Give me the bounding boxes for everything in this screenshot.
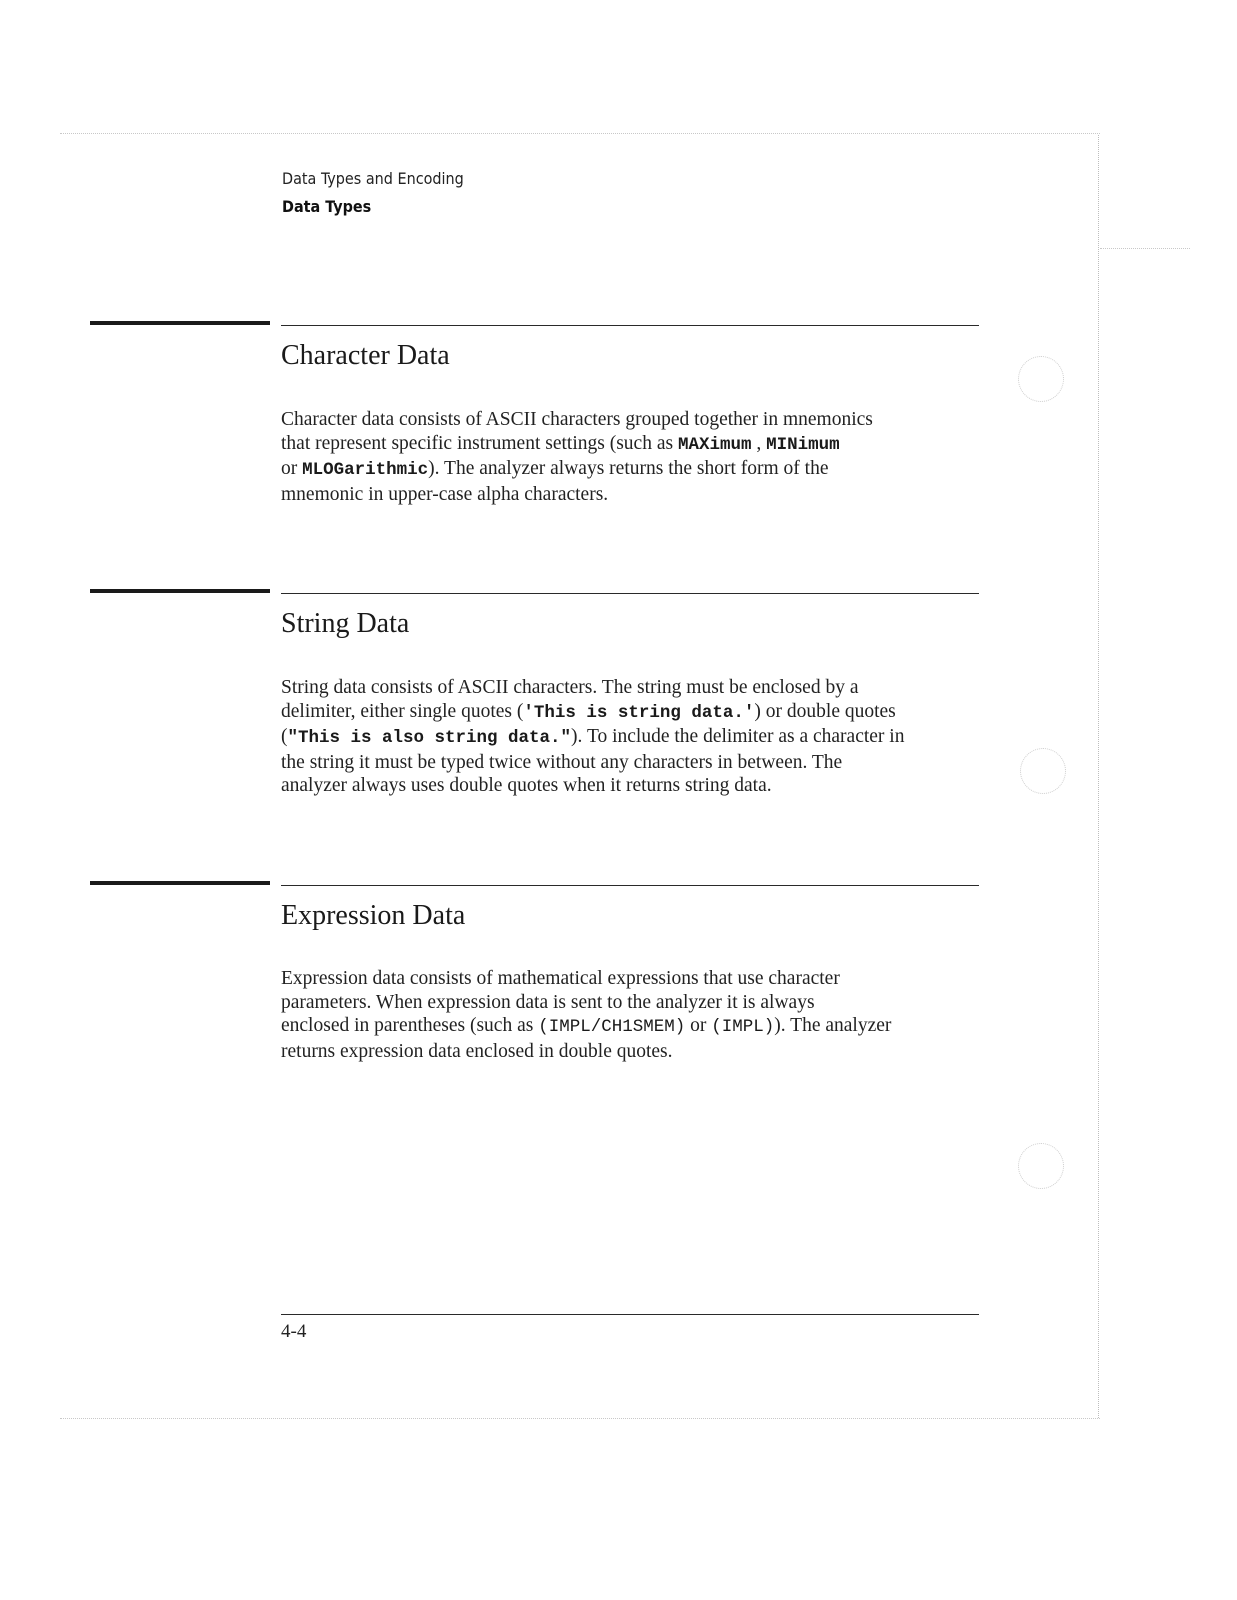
page-number: 4-4 <box>281 1321 307 1342</box>
scan-edge-tick <box>1100 248 1190 249</box>
running-head-section: Data Types <box>282 197 372 216</box>
punch-hole-middle <box>1020 748 1066 794</box>
body-line <box>281 991 981 1015</box>
scan-edge-right <box>1098 135 1099 1418</box>
inline-code: (IMPL) <box>711 1017 775 1038</box>
body-text: analyzer always uses double quotes when it returns string data. <box>281 775 772 797</box>
scan-edge-bottom <box>60 1418 1100 1419</box>
body-line <box>281 432 981 458</box>
body-line <box>281 676 981 700</box>
body-line <box>281 751 981 775</box>
body-line <box>281 457 981 483</box>
body-line <box>281 1040 981 1064</box>
body-text: enclosed in parentheses (such as <box>281 1015 539 1037</box>
footer-rule <box>281 1314 979 1315</box>
body-line <box>281 774 981 798</box>
body-text: ( <box>281 726 288 748</box>
body-text: delimiter, either single quotes ( <box>281 700 524 722</box>
section-heading: String Data <box>281 608 410 639</box>
body-text: ) or double quotes <box>754 700 896 722</box>
inline-code: MINimum <box>766 434 840 455</box>
body-line <box>281 483 981 507</box>
inline-code: "This is also string data." <box>287 728 572 749</box>
scan-edge-top <box>60 133 1100 134</box>
body-text: String data consists of ASCII characters. The string must be enclosed by a <box>281 677 859 698</box>
running-head-chapter: Data Types and Encoding <box>282 169 464 188</box>
section-heading: Character Data <box>281 340 450 371</box>
body-text: or <box>685 1015 712 1037</box>
body-text: Expression data consists of mathematical expressions that use character <box>281 968 840 989</box>
section-rule-thin <box>281 593 979 594</box>
body-line <box>281 967 981 991</box>
inline-code: (IMPL/CH1SMEM) <box>538 1017 686 1038</box>
body-text: ). The analyzer always returns the short form of the <box>428 458 829 480</box>
punch-hole-top <box>1018 356 1064 402</box>
inline-code: MLOGarithmic <box>302 460 429 481</box>
section-rule-thick <box>90 881 270 885</box>
body-line <box>281 725 981 751</box>
section-body <box>281 967 981 1063</box>
body-text: Character data consists of ASCII characters grouped together in mnemonics <box>281 409 873 430</box>
body-text: or <box>281 458 303 480</box>
body-text: , <box>751 432 767 454</box>
body-line <box>281 700 981 726</box>
section-body <box>281 408 981 506</box>
body-text: ). The analyzer <box>774 1015 892 1037</box>
section-rule-thick <box>90 589 270 593</box>
body-text: ). To include the delimiter as a character in <box>571 726 905 748</box>
body-line <box>281 408 981 432</box>
inline-code: MAXimum <box>677 434 752 455</box>
body-text: the string it must be typed twice without any characters in between. The <box>281 751 843 773</box>
inline-code: 'This is string data.' <box>523 702 755 723</box>
punch-hole-bottom <box>1018 1143 1064 1189</box>
section-rule-thin <box>281 885 979 886</box>
body-text: mnemonic in upper-case alpha characters. <box>281 483 609 505</box>
body-text: that represent specific instrument settings (such as <box>281 432 678 454</box>
body-text: parameters. When expression data is sent to the analyzer it is always <box>281 991 815 1013</box>
section-heading: Expression Data <box>281 900 466 931</box>
section-body <box>281 676 981 798</box>
body-text: returns expression data enclosed in double quotes. <box>281 1040 673 1062</box>
section-rule-thin <box>281 325 979 326</box>
section-rule-thick <box>90 321 270 325</box>
body-line <box>281 1014 981 1040</box>
